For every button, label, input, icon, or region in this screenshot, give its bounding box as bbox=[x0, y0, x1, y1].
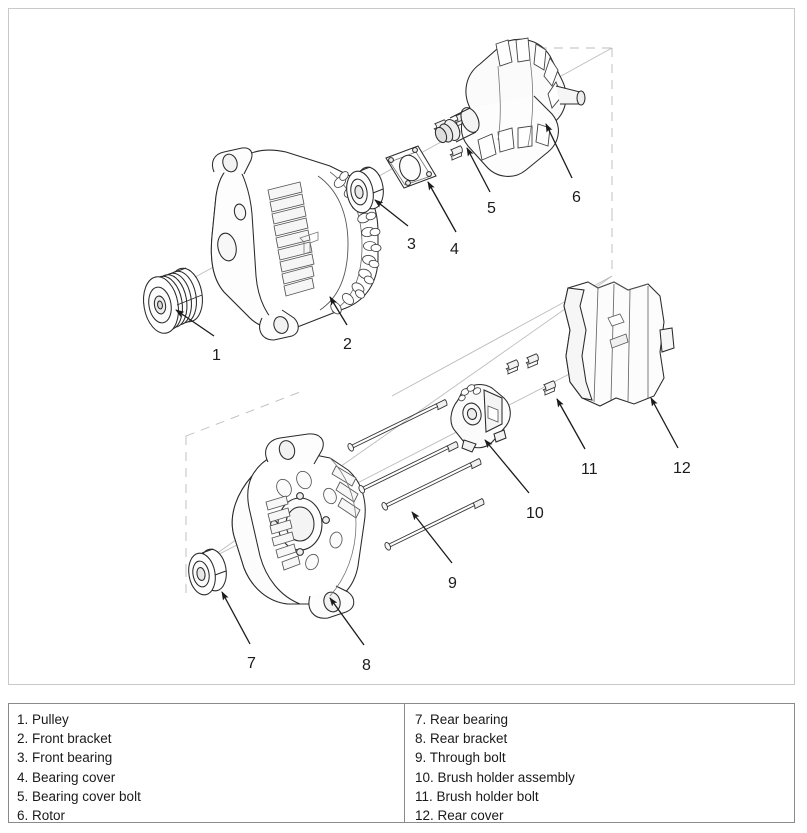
callout-through-bolt: 9 bbox=[448, 575, 457, 592]
leader-12 bbox=[651, 398, 678, 448]
callout-rear-cover: 12 bbox=[673, 460, 691, 477]
callout-front-bracket: 2 bbox=[343, 336, 352, 353]
legend-column-left bbox=[9, 704, 404, 822]
legend-item: 6. Rotor bbox=[17, 808, 66, 824]
legend-item: 3. Front bearing bbox=[17, 750, 113, 766]
part-brush-holder-assembly bbox=[451, 383, 510, 452]
part-rear-cover bbox=[564, 282, 674, 406]
legend-item: 4. Bearing cover bbox=[17, 769, 116, 785]
part-brush-holder-bolt bbox=[506, 353, 556, 396]
callout-front-bearing: 3 bbox=[407, 236, 416, 253]
callout-rear-bearing: 7 bbox=[247, 655, 256, 672]
callout-bearing-cover: 4 bbox=[450, 241, 459, 258]
legend-item: 8. Rear bracket bbox=[415, 731, 508, 747]
legend-item: 5. Bearing cover bolt bbox=[17, 788, 141, 804]
legend-column-right bbox=[404, 704, 794, 822]
callout-bearing-cover-bolt: 5 bbox=[487, 200, 496, 217]
callout-brush-holder-bolt: 11 bbox=[581, 461, 598, 478]
legend-item: 9. Through bolt bbox=[415, 750, 506, 766]
leader-4 bbox=[428, 182, 456, 232]
leader-10 bbox=[485, 440, 529, 493]
callout-rear-bracket: 8 bbox=[362, 657, 371, 674]
callout-brush-holder-assembly: 10 bbox=[526, 505, 544, 522]
leader-11 bbox=[557, 399, 585, 449]
legend-item: 2. Front bracket bbox=[17, 731, 112, 747]
leader-3 bbox=[375, 200, 408, 226]
leader-7 bbox=[222, 592, 250, 644]
part-rear-bearing bbox=[186, 547, 230, 597]
parts-legend-table bbox=[8, 703, 795, 823]
legend-item: 1. Pulley bbox=[17, 712, 69, 727]
callout-rotor: 6 bbox=[572, 189, 581, 206]
legend-item: 12. Rear cover bbox=[415, 808, 504, 824]
part-bearing-cover bbox=[386, 146, 436, 188]
legend-item: 11. Brush holder bolt bbox=[415, 788, 539, 804]
callout-pulley: 1 bbox=[212, 347, 221, 364]
part-rear-bracket bbox=[232, 434, 365, 618]
legend-item: 7. Rear bearing bbox=[415, 712, 509, 727]
legend-item: 10. Brush holder assembly bbox=[415, 769, 575, 785]
